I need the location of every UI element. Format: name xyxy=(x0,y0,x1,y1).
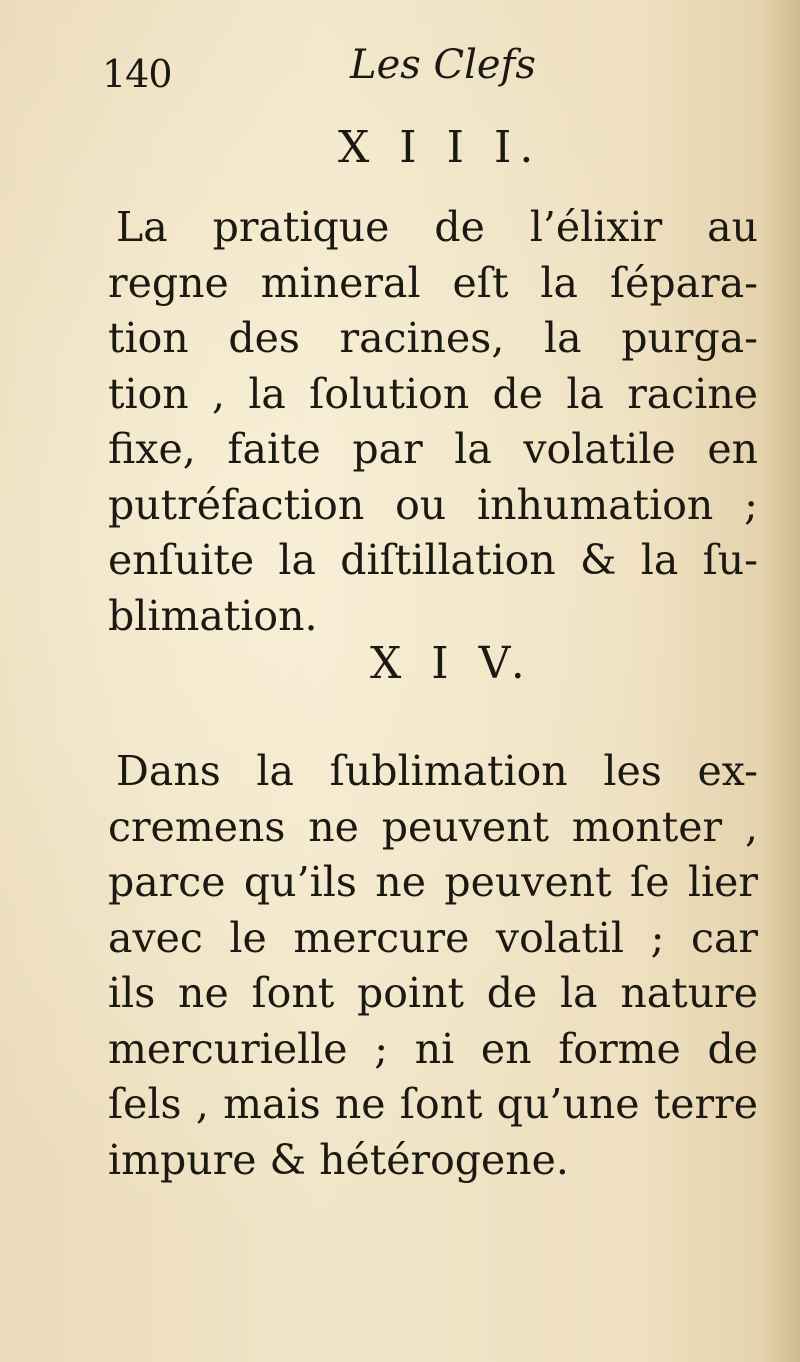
section-heading-xiii: X I I I. xyxy=(338,122,542,173)
text-line: cremens ne peuvent monter , xyxy=(108,802,758,851)
text-line: ils ne ſont point de la nature xyxy=(108,969,758,1017)
paragraph-xiii xyxy=(108,200,758,644)
text-line: regne mineral eſt la ſépara- xyxy=(108,258,758,307)
text-line: fixe, faite par la volatile en xyxy=(108,425,758,473)
running-head: Les Clefs xyxy=(350,42,536,88)
text-line: parce qu’ils ne peuvent ſe lier xyxy=(108,858,758,906)
text-line: avec le mercure volatil ; car xyxy=(108,913,758,962)
page-number: 140 xyxy=(102,52,172,96)
text-line: tion , la ſolution de la racine xyxy=(108,369,758,418)
text-line: putréfaction ou inhumation ; xyxy=(108,480,758,529)
text-line: La pratique de l’élixir au xyxy=(116,203,758,251)
text-line: Dans la ſublimation les ex- xyxy=(116,747,758,795)
text-line: mercurielle ; ni en forme de xyxy=(108,1024,758,1073)
text-line: ſels , mais ne ſont qu’une terre xyxy=(108,1080,758,1128)
text-line: impure & hétérogene. xyxy=(108,1135,569,1184)
section-heading-xiv: X I V. xyxy=(370,638,533,689)
text-line: enſuite la diſtillation & la ſu- xyxy=(108,536,758,584)
text-line: blimation. xyxy=(108,591,318,640)
paragraph-xiv xyxy=(108,744,758,1188)
text-line: tion des racines, la purga- xyxy=(108,314,758,362)
